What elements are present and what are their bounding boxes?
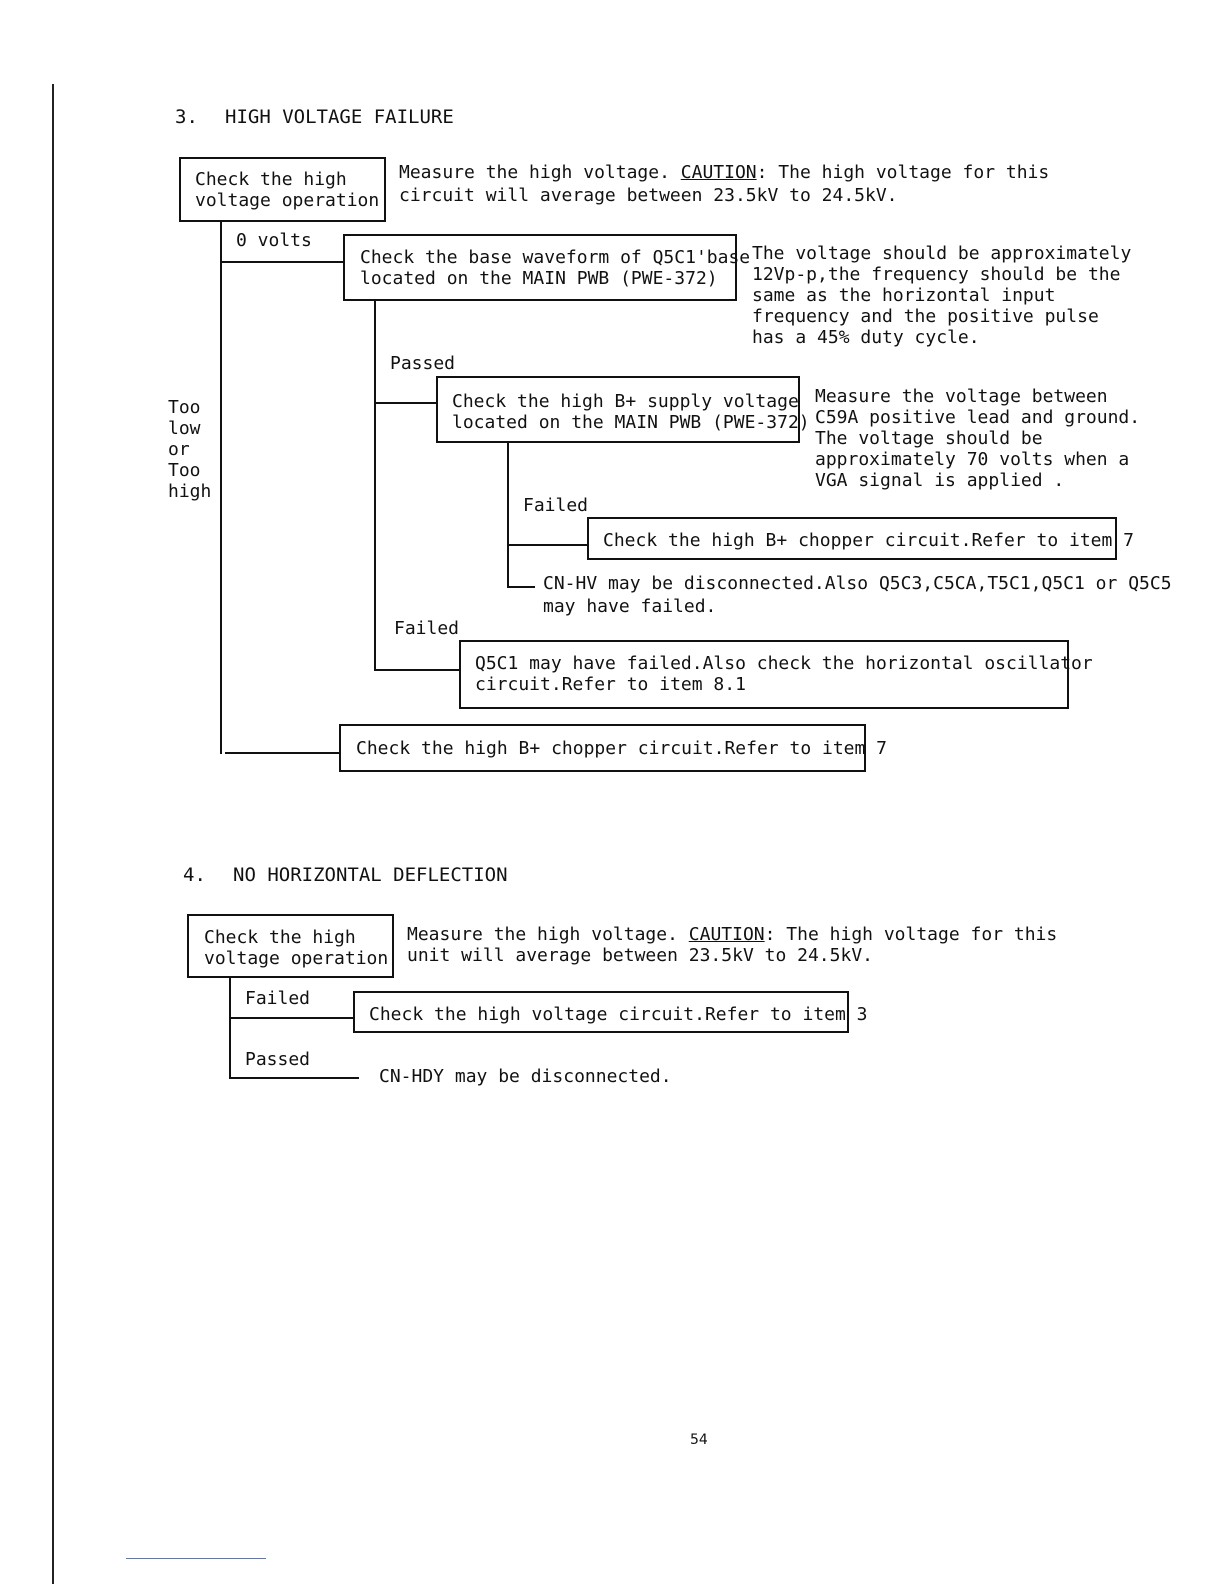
s3-waveform-trunk (374, 301, 376, 671)
s3-cnhv-note-1: CN-HV may be disconnected.Also Q5C3,C5CA,T5C1,Q5C1 or Q5C5 (543, 573, 1172, 594)
s3-branch-too-high (225, 752, 339, 754)
s4-start-box (187, 914, 394, 978)
s3-chopper-box-2-text: Check the high B+ chopper circuit.Refer to item 7 (356, 738, 888, 759)
left-margin-rule (52, 84, 54, 1584)
s3-start-box-line1: Check the high (195, 169, 347, 190)
s3-waveform-box-line2: located on the MAIN PWB (PWE-372) (360, 268, 718, 289)
s4-trunk-line (229, 978, 231, 1079)
s3-branch-failed-1 (507, 544, 587, 546)
s3-start-box-line2: voltage operation (195, 190, 380, 211)
s4-branch-passed (229, 1077, 359, 1079)
s3-label-or: or (168, 439, 190, 460)
s3-bplus-note-1: Measure the voltage between (815, 386, 1108, 407)
s3-bplus-box-line2: located on the MAIN PWB (PWE-372) (452, 412, 810, 433)
s4-start-note-line2: unit will average between 23.5kV to 24.5kV. (407, 945, 873, 966)
s3-q5c1-box-line1: Q5C1 may have failed.Also check the horizontal oscillator (475, 653, 1093, 674)
s3-label-too-1: Too (168, 397, 201, 418)
s3-chopper-box-1 (587, 517, 1135, 560)
s3-q5c1-box (459, 640, 1093, 709)
section-4-title: NO HORIZONTAL DEFLECTION (233, 864, 508, 886)
section-3-number: 3. (175, 106, 198, 128)
s3-branch-zero-volts (220, 261, 343, 263)
s4-branch-failed (229, 1017, 353, 1019)
section-4-number: 4. (183, 864, 206, 886)
s3-bplus-box-line1: Check the high B+ supply voltage (452, 391, 799, 412)
s4-label-failed: Failed (245, 988, 311, 1009)
s3-waveform-note-3: same as the horizontal input (752, 285, 1056, 306)
s3-bplus-note-4: approximately 70 volts when a (815, 449, 1130, 470)
s3-label-failed-2: Failed (394, 618, 460, 639)
s3-bplus-note-3: The voltage should be (815, 428, 1043, 449)
s3-bplus-note-5: VGA signal is applied . (815, 470, 1065, 491)
s4-label-passed: Passed (245, 1049, 311, 1070)
s3-q5c1-box-line2: circuit.Refer to item 8.1 (475, 674, 746, 695)
s3-waveform-note-4: frequency and the positive pulse (752, 306, 1099, 327)
s4-start-note-line1: Measure the high voltage. CAUTION: The high voltage for this (407, 924, 1058, 945)
footer-rule (126, 1558, 266, 1559)
s3-bplus-box (436, 376, 810, 443)
s3-waveform-note-5: has a 45% duty cycle. (752, 327, 980, 348)
s3-label-too-2: Too (168, 460, 201, 481)
s4-hv-circuit-box (353, 991, 868, 1033)
s3-label-high: high (168, 481, 212, 502)
s3-label-low: low (168, 418, 201, 439)
s3-start-note-line1: Measure the high voltage. CAUTION: The high voltage for this (399, 162, 1050, 183)
s3-waveform-note-2: 12Vp-p,the frequency should be the (752, 264, 1121, 285)
s3-label-passed: Passed (390, 353, 456, 374)
section-3-title: HIGH VOLTAGE FAILURE (225, 106, 454, 128)
s3-start-box (179, 157, 386, 222)
s3-chopper-box-1-text: Check the high B+ chopper circuit.Refer to item 7 (603, 530, 1135, 551)
s3-label-zero-volts: 0 volts (236, 230, 312, 251)
s4-start-box-line1: Check the high (204, 927, 356, 948)
s3-start-note-line2: circuit will average between 23.5kV to 24.5kV. (399, 185, 898, 206)
s3-bplus-note-2: C59A positive lead and ground. (815, 407, 1141, 428)
s3-branch-failed-2 (374, 669, 459, 671)
s3-waveform-box (343, 234, 751, 301)
s3-branch-cnhv (507, 586, 535, 588)
s4-start-box-line2: voltage operation (204, 948, 389, 969)
s3-label-failed-1: Failed (523, 495, 589, 516)
s3-waveform-note-1: The voltage should be approximately (752, 243, 1132, 264)
s4-hv-circuit-box-text: Check the high voltage circuit.Refer to item 3 (369, 1004, 868, 1025)
page-number: 54 (690, 1432, 708, 1448)
s3-branch-passed (374, 402, 436, 404)
s4-cnhdy-note: CN-HDY may be disconnected. (379, 1066, 672, 1087)
s3-waveform-box-line1: Check the base waveform of Q5C1'base (360, 247, 751, 268)
s3-cnhv-note-2: may have failed. (543, 596, 717, 617)
s3-chopper-box-2 (339, 724, 888, 772)
s3-trunk-line (220, 222, 222, 754)
s3-bplus-trunk (507, 443, 509, 588)
